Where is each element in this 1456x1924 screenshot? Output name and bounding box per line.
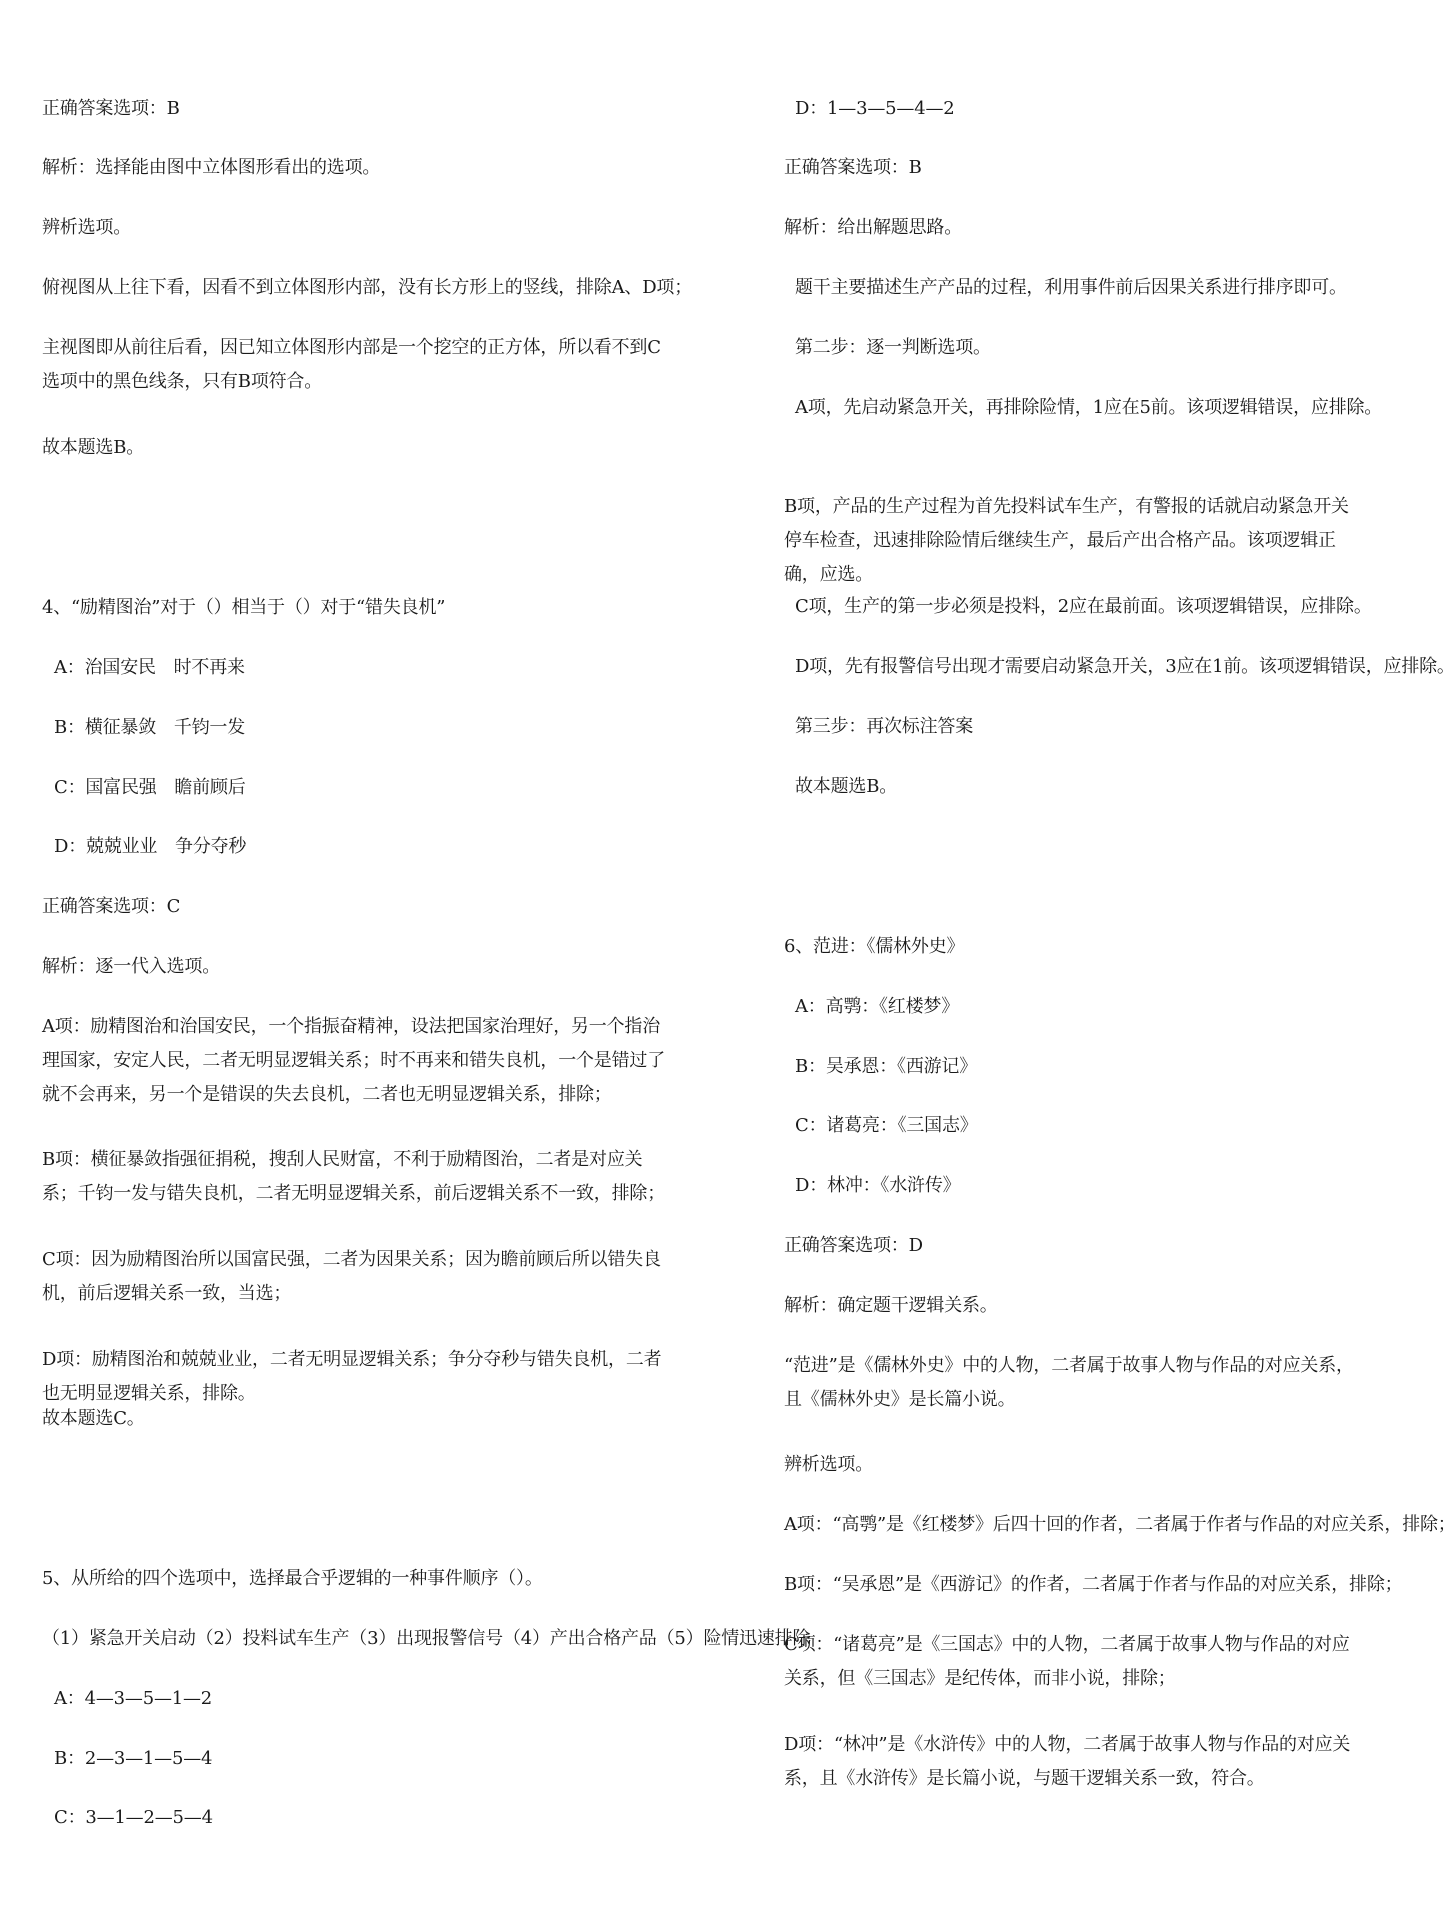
q4-explain-a: A项：励精图治和治国安民，一个指振奋精神，设法把国家治理好，另一个指治理国家，安定人民，二者无明显逻辑关系；时不再来和错失良机，一个是错过了就不会再来，另一个是错误的失去良机，二者也无明显逻辑关系，排除； — [42, 1016, 665, 1105]
q5-explain-a: A项，先启动紧急开关，再排除险情，1应在5前。该项逻辑错误，应排除。 — [795, 397, 1383, 418]
q6-option-a: A：高鹗：《红楼梦》 — [795, 996, 959, 1017]
q6-answer: 正确答案选项：D — [784, 1235, 923, 1256]
q3-paragraph-1: 俯视图从上往下看，因看不到立体图形内部，没有长方形上的竖线，排除A、D项； — [42, 277, 693, 298]
q6-explain-c: C项：“诸葛亮”是《三国志》中的人物，二者属于故事人物与作品的对应关系，但《三国志》是纪传体，而非小说，排除； — [784, 1634, 1350, 1689]
q5-answer: 正确答案选项：B — [784, 157, 922, 178]
q5-explain-c: C项，生产的第一步必须是投料，2应在最前面。该项逻辑错误，应排除。 — [795, 596, 1372, 617]
q5-conclusion: 故本题选B。 — [795, 776, 898, 797]
q6-option-c: C：诸葛亮：《三国志》 — [795, 1115, 978, 1136]
q6-option-d: D：林冲：《水浒传》 — [795, 1175, 961, 1196]
q4-option-b: B：横征暴敛 千钧一发 — [54, 717, 246, 738]
q3-conclusion: 故本题选B。 — [42, 437, 145, 458]
q4-explain-b: B项：横征暴敛指强征捐税，搜刮人民财富，不利于励精图治，二者是对应关系；千钧一发与错失良机，二者无明显逻辑关系，前后逻辑关系不一致，排除； — [42, 1149, 665, 1204]
q6-option-b: B：吴承恩：《西游记》 — [795, 1056, 978, 1077]
q5-explain-b: B项，产品的生产过程为首先投料试车生产，有警报的话就启动紧急开关停车检查，迅速排除险情后继续生产，最后产出合格产品。该项逻辑正确，应选。 — [784, 496, 1349, 585]
q4-option-c: C：国富民强 瞻前顾后 — [54, 777, 246, 798]
q6-question: 6、范进：《儒林外史》 — [784, 936, 965, 957]
q5-paragraph-1: 题干主要描述生产产品的过程，利用事件前后因果关系进行排序即可。 — [795, 277, 1347, 298]
q4-question: 4、“励精图治”对于（）相当于（）对于“错失良机” — [42, 597, 446, 618]
q4-answer: 正确答案选项：C — [42, 896, 181, 917]
q3-answer: 正确答案选项：B — [42, 98, 180, 119]
q4-option-a: A：治国安民 时不再来 — [54, 657, 245, 678]
q5-option-b: B：2—3—1—5—4 — [54, 1748, 213, 1769]
q6-explain-b: B项：“吴承恩”是《西游记》的作者，二者属于作者与作品的对应关系，排除； — [784, 1574, 1403, 1595]
q4-conclusion: 故本题选C。 — [42, 1408, 145, 1429]
q5-option-a: A：4—3—5—1—2 — [54, 1688, 213, 1709]
q6-explain-d: D项：“林冲”是《水浒传》中的人物，二者属于故事人物与作品的对应关系，且《水浒传》是长篇小说，与题干逻辑关系一致，符合。 — [784, 1734, 1351, 1789]
q6-step: 辨析选项。 — [784, 1454, 873, 1475]
q5-events: （1）紧急开关启动（2）投料试车生产（3）出现报警信号（4）产出合格产品（5）险情迅速排除 — [42, 1628, 811, 1649]
q5-step-2: 第二步：逐一判断选项。 — [795, 337, 991, 358]
q5-option-d: D：1—3—5—4—2 — [795, 98, 955, 119]
q3-step: 辨析选项。 — [42, 217, 131, 238]
q6-paragraph-1: “范进”是《儒林外史》中的人物，二者属于故事人物与作品的对应关系，且《儒林外史》是长篇小说。 — [784, 1355, 1354, 1410]
q5-step-3: 第三步：再次标注答案 — [795, 716, 973, 737]
q4-explain-d: D项：励精图治和兢兢业业，二者无明显逻辑关系；争分夺秒与错失良机，二者也无明显逻辑关系，排除。 — [42, 1349, 662, 1404]
q4-option-d: D：兢兢业业 争分夺秒 — [54, 836, 247, 857]
q3-analysis: 解析：选择能由图中立体图形看出的选项。 — [42, 157, 381, 178]
q4-explain-c: C项：因为励精图治所以国富民强，二者为因果关系；因为瞻前顾后所以错失良机，前后逻辑关系一致，当选； — [42, 1249, 661, 1304]
q4-analysis: 解析：逐一代入选项。 — [42, 956, 220, 977]
q6-analysis: 解析：确定题干逻辑关系。 — [784, 1295, 998, 1316]
q5-explain-d: D项，先有报警信号出现才需要启动紧急开关，3应在1前。该项逻辑错误，应排除。 — [795, 656, 1455, 677]
q6-explain-a: A项：“高鹗”是《红楼梦》后四十回的作者，二者属于作者与作品的对应关系，排除； — [784, 1514, 1456, 1535]
q5-analysis: 解析：给出解题思路。 — [784, 217, 962, 238]
q5-question: 5、从所给的四个选项中，选择最合乎逻辑的一种事件顺序（）。 — [42, 1568, 543, 1589]
q5-option-c: C：3—1—2—5—4 — [54, 1807, 213, 1828]
q3-paragraph-2: 主视图即从前往后看，因已知立体图形内部是一个挖空的正方体，所以看不到C选项中的黑色线条，只有B项符合。 — [42, 337, 661, 392]
